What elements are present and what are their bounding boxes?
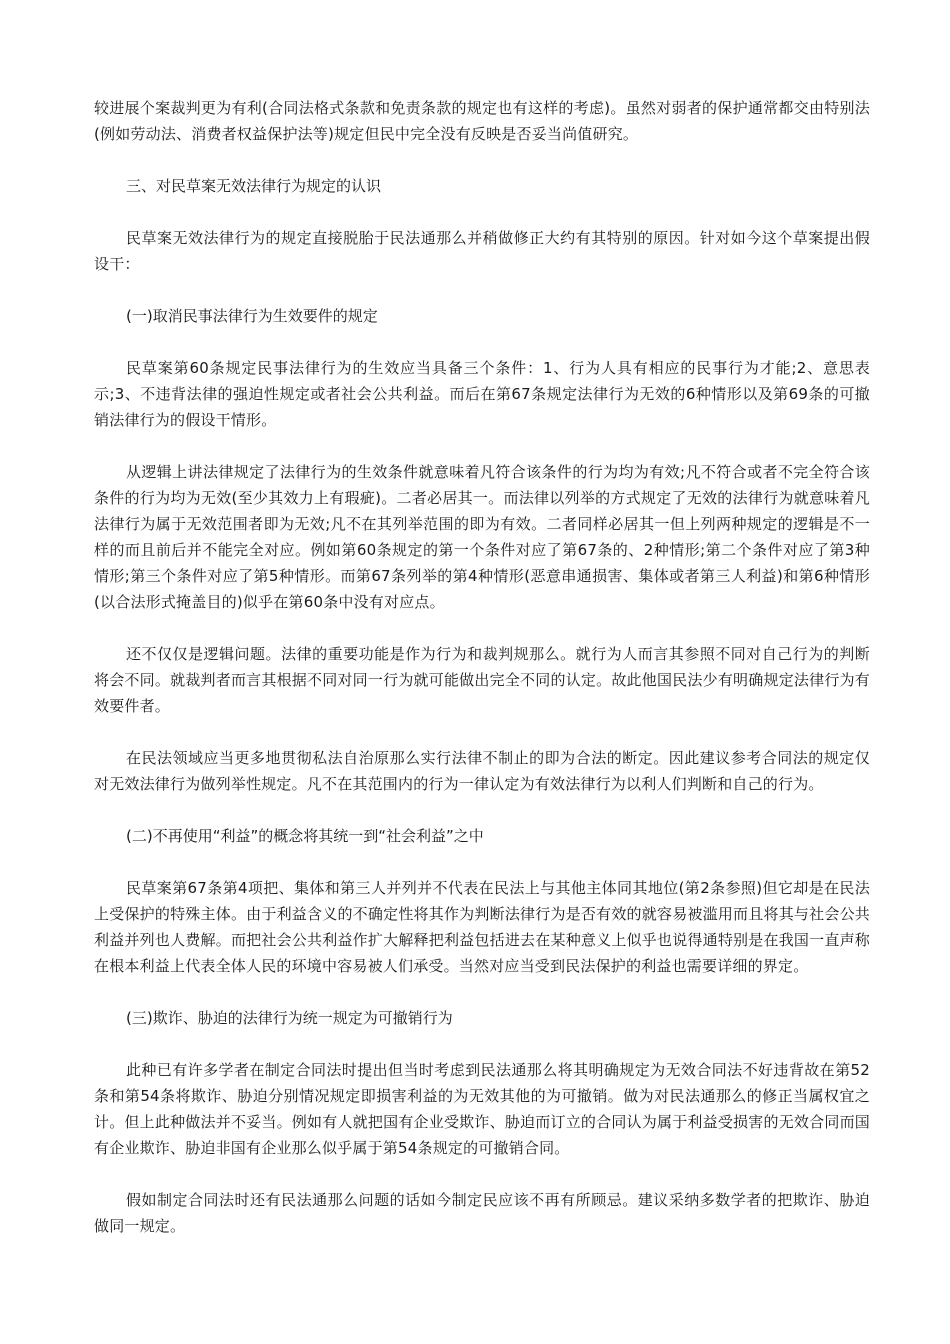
paragraph: 民草案第60条规定民事法律行为的生效应当具备三个条件：1、行为人具有相应的民事行为才能;2、意思表示;3、不违背法律的强迫性规定或者社会公共利益。而后在第67条规定法律行为无效的6种情形以及第69条的可撤销法律行为的假设干情形。 xyxy=(94,359,870,429)
section-heading-3: 三、对民草案无效法律行为规定的认识 xyxy=(126,177,382,195)
paragraph: 从逻辑上讲法律规定了法律行为的生效条件就意味着凡符合该条件的行为均为有效;凡不符合或者不完全符合该条件的行为均为无效(至少其效力上有瑕疵)。二者必居其一。而法律以列举的方式规定了无效的法律行为就意味着凡法律行为属于无效范围者即为无效;凡不在其列举范围的即为有效。二者同样必居其一但上列两种规定的逻辑是不一样的而且前后并不能完全对应。例如第60条规定的第一个条件对应了第67条的、2种情形;第二个条件对应了第3种情形;第三个条件对应了第5种情形。而第67条列举的第4种情形(恶意串通损害、集体或者第三人利益)和第6种情形(以合法形式掩盖目的)似乎在第60条中没有对应点。 xyxy=(94,463,870,611)
paragraph: 假如制定合同法时还有民法通那么问题的话如今制定民应该不再有所顾忌。建议采纳多数学者的把欺诈、胁迫做同一规定。 xyxy=(94,1191,870,1235)
paragraph: 民草案第67条第4项把、集体和第三人并列并不代表在民法上与其他主体同其地位(第2条参照)但它却是在民法上受保护的特殊主体。由于利益含义的不确定性将其作为判断法律行为是否有效的就容易被滥用而且将其与社会公共利益并列也人费解。而把社会公共利益作扩大解释把利益包括进去在某种意义上似乎也说得通特别是在我国一直声称在根本利益上代表全体人民的环境中容易被人们承受。当然对应当受到民法保护的利益也需要详细的界定。 xyxy=(94,879,870,975)
paragraph-intro: 民草案无效法律行为的规定直接脱胎于民法通那么并稍做修正大约有其特别的原因。针对如今这个草案提出假设干： xyxy=(94,229,870,273)
document-page xyxy=(94,95,870,1265)
subheading-3: (三)欺诈、胁迫的法律行为统一规定为可撤销行为 xyxy=(126,1009,453,1027)
paragraph: 还不仅仅是逻辑问题。法律的重要功能是作为行为和裁判规那么。就行为人而言其参照不同对自己行为的判断将会不同。就裁判者而言其根据不同对同一行为就可能做出完全不同的认定。故此他国民法少有明确规定法律行为有效要件者。 xyxy=(94,645,870,715)
paragraph: 此种已有许多学者在制定合同法时提出但当时考虑到民法通那么将其明确规定为无效合同法不好违背故在第52条和第54条将欺诈、胁迫分别情况规定即损害利益的为无效其他的为可撤销。做为对民法通那么的修正当属权宜之计。但上此种做法并不妥当。例如有人就把国有企业受欺诈、胁迫而订立的合同认为属于利益受损害的无效合同而国有企业欺诈、胁迫非国有企业那么似乎属于第54条规定的可撤销合同。 xyxy=(94,1061,870,1157)
paragraph: 在民法领域应当更多地贯彻私法自治原那么实行法律不制止的即为合法的断定。因此建议参考合同法的规定仅对无效法律行为做列举性规定。凡不在其范围内的行为一律认定为有效法律行为以利人们判断和自己的行为。 xyxy=(94,749,870,793)
subheading-2: (二)不再使用“利益”的概念将其统一到“社会利益”之中 xyxy=(126,827,484,845)
paragraph-continuation: 较进展个案裁判更为有利(合同法格式条款和免责条款的规定也有这样的考虑)。虽然对弱者的保护通常都交由特别法(例如劳动法、消费者权益保护法等)规定但民中完全没有反映是否妥当尚值研究。 xyxy=(94,99,870,143)
subheading-1: (一)取消民事法律行为生效要件的规定 xyxy=(126,307,378,325)
